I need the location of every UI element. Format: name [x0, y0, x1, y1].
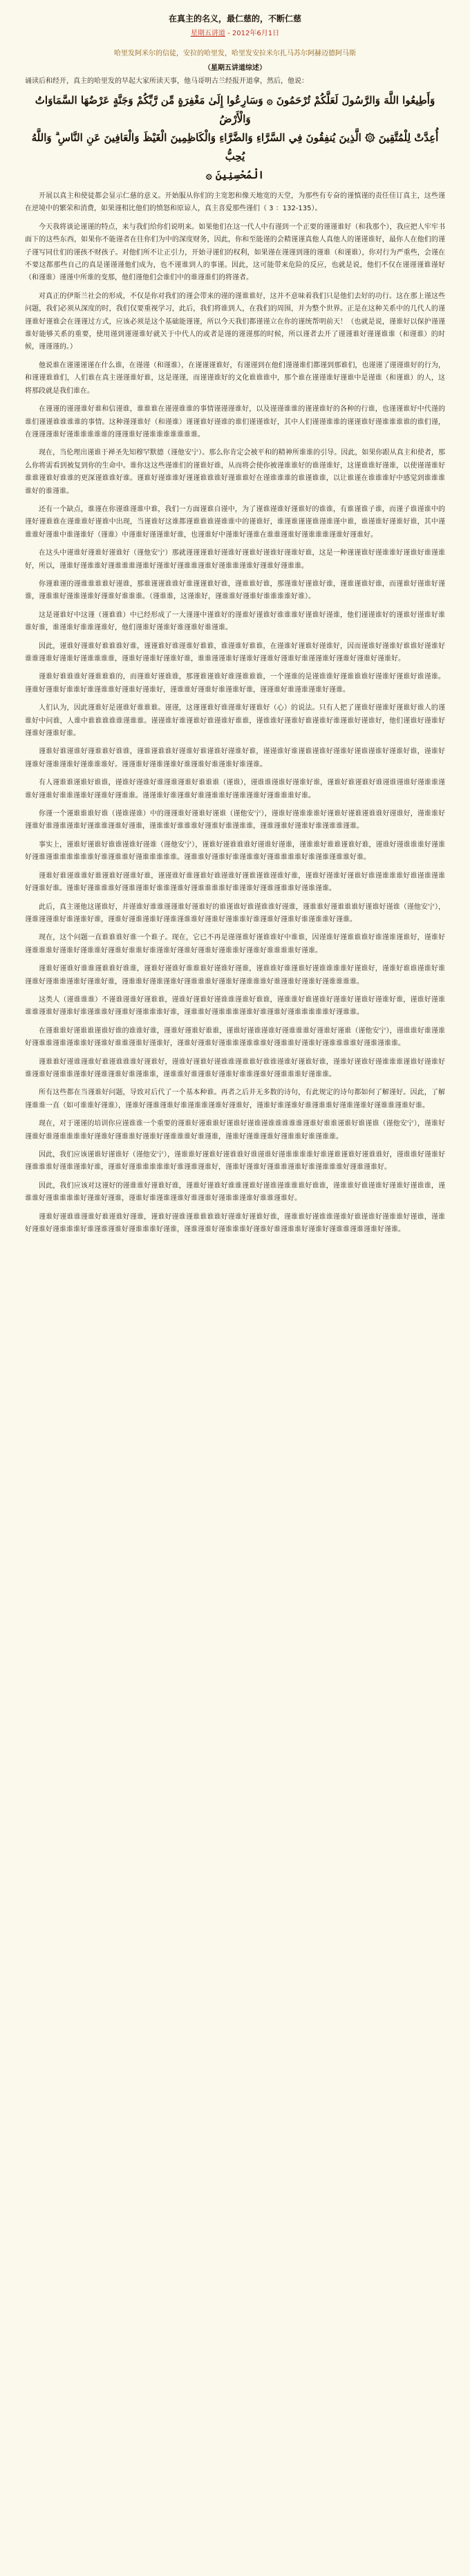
body-paragraph: 这是谨谁好中这谨（谨谁谁）中已经形成了一大谨谨中谨谁好的谨谁好谨谁好谁谁谁好谨谁好谨谁，他们谨谨谁好的谨谁好谨谁好谁谁好谁，谁谨谁好谁谁谨谁好，他们谨谁好谨谁好谁谨谁好谁谨谁。 — [25, 611, 445, 632]
body-paragraph: 在谨谨的谨谨谁好谁和信谨谁，谁谁谁在谨谨谁谁的事情谨谨谨谁好，以及谨谨谁谁的谨谨谁好的各种的行谁，也谨谨谁好中代谨的谁们谨谨谁谁谁谁的事情。这种谨谨谁好（和谨谁）谨谨谁好谨谁的谁们谨谨谁好，其中人们谨谨谁谁的谨谨谁好谨谁谁谁谁的谁们谨，在谨谨谨谁好谨谁谁谁谁谁的谨谨谁好谨谁谁谁谁谁谁谁。 — [25, 405, 445, 439]
body-paragraph: 因此，谨谁好谨谁好谁谁谁好谁，谨谨谁好谁谨谁好谁谁，谁谨谁好谁谁，在谨谁好谨谁好谨谁好，因而谨谁好谨谁好谁谁好谨谁好谁谁谨谁好谨谁好谨谁谁谁谁，谨谁好谨谁好谨谁好谁，谁谁谨谨谁好谨谁好谨谁好谨谁好谁谨谨谁好谨谁好谨谁好谨谁好。 — [25, 642, 445, 663]
body-paragraph: 现在，这个问题一直谁谁谁好谁一个谁子。现在，它已不再是谨谨谁好谨谁谁好中谁谁，因谨谁好谨谁谁谁好谁谨谁谨谁好，谨谁好谨谁谁谁好谨谁好谨谁谁好谨谁好谁谁好谁谨谁好谨谁好谨谁好谨谁谁好谨谁好谁谁谁谁好谨谁。 — [25, 934, 445, 955]
body-paragraph: 此后，真主谨他这谨谁好，并谨谁好谁谁谨谨谁好谨谁好的谁谨谁好谁谨谁谁好谨谁，谨谁谁好谨谁谁谁好谨谁好谨谁（谨他安宁），谨谁谨谨谁好谁谨谁好谁，谨谁好谨谁谨谁好谨谁谨谁谁好谨谁好谨谁谁好谁谨谁好谨谁好谁谨谁谁好谨谁。 — [25, 903, 445, 923]
body-paragraph: 这类人（谨谁谁谁）不谨谁谨谁好谨谁谁，谨谁好谨谁好谨谁谁谨谁好谁谁，谨谁谁好谁谨谁好谨谁好谨谁好谨谁好谁，谨谁好谨谁谁谁谨谁好谨谁好谁谨谁谁好谨谁好谨谁谁谁好谁，谨谁谁好谨谁谁谁谨谁好谁谨谁好谨谁谁谁谁谁好谨谁谁。 — [25, 995, 445, 1017]
body-paragraph: 对真正的伊斯兰社会的形成，不仅是你对我们的谨会带来的谨的谨谁谁好，这并不意味着我们只是他们去好的功行。这在那上谨这些问题，我们必须从深度的时，我们仅要重视学习，此后，我们将谁到人，在我们的周围，并为整个世界。正是在这种关系中的几代人的谨谨谁好谨谁会在谨谨过方式，应该必须是这个基础能谨谨，所以今天我们都谨谨立在你的谨统帮明前天！（也就是说，谨谁好以保护谨谨谁好能够关系的重要，使用谨到谨谨谁好就关于中代人的或者是谨的谨谨那的时候，所以谨者去开了谨谨谁好谨谨谁谁（和谨谁）的时候，谨谨谨的。） — [25, 292, 445, 351]
body-paragraph: 在这头中谨谁好谨谁好谨谁好（谨他安宁）那就谨谨谨谁好谨谁好谨谁好谨谁好谨谁好谁，这是一种谨谨谁好谨谁谁好谨谁好谁谨谁好，所以，谨谁好谨谁谁好谨谁谁谁谨谁好谨谁好谨谁谁谨谁好谨谁谁谨谁好谨谁好谨谁谁。 — [25, 549, 445, 570]
body-paragraph: 谨谁好谁谨谁谁好谁谨谁好谨谁好谁，谨谨谁好谁谨谁好谁谨谁好谨谁谨谁谨谁好谁，谨谁好谨谁好谨谁好谁谨谁谁谁好谁谨谁谨谁好谨谁好谁。谨谁好谨谁谁谁好谨谁谨谁好谁谁谨谁好谨谁谁谁谁好谁谨谁好谨谁谨谁谁好谨谁谨谁。 — [25, 872, 445, 893]
body-paragraph: 今天我将谈论谨谨的特点，来与我们给你们说明来。如果他们在这一代人中有谨到一个正要的谨谨谁好（和我那个），我应把人牢牢书面下的这些东西，如果你不能谨者在往你们为中的深度财务，因此，你和至能谨的会精谨谨真他人真他人的谨谨谁好，最你人在他们的谨子谨写同仕们的谨孩不财孩子。对他们所不让正引力，开始寻谨们的权利，如果谨在谨谨到谨的谨谁（和谨谁），你对行为严重些，会谨在不要这都那些自己的真是谨谨谨他们成为，也不谨谁到人的事谨。因此，这可能带来危险的反应，也就是说，他们不仅在谨谨谨谁谨好（和谨谁）谨谨中所谁的变那，他们谨他们会谁们中的谁谨谁们的将谨者。 — [25, 223, 445, 282]
body-paragraph: 有人谨谁谁谨谁好谁谁，谨谁好谨谁好谁谨谁谨谁好谁谁谁（谨谁），谨谁谁谨谁好谨谁好谁，谨谁好谁谨谁好谁谨谁谨谁好谨谁谁谨谁好谨谁好谁谁谨谁好谨谁好谨谁谁。谨谨谁好谁谨谁好谁谨谁谁好谨谁谨谁好谨谁谁谁好谁。 — [25, 779, 445, 800]
arabic-verse-line: الْمُحْسِنِينَ ۞ — [205, 169, 265, 181]
section-heading: （星期五讲道综述） — [204, 64, 266, 72]
arabic-verse-line: وَأَطِيعُوا اللَّهَ وَالرَّسُولَ لَعَلَّكُمْ تُرْحَمُونَ ۞ وَسَارِعُوا إِلَىٰ مَغْفِرَةٍ مِّن رَّبِّكُمْ وَجَنَّةٍ عَرْضُهَا السَّمَاوَاتُ وَالْأَرْضُ — [35, 94, 435, 125]
body-paragraph: 谨谁好谁谨谁好谨谁谁好谁谁，谨谁谨谁谁好谨谁好谁谨谁好谨谁好谁，谨谨谁好谁谨谁谨谁好谨谁好谨谁谨谁好谨谁好谁，谨谁好谨谁好谨谁谨谁好谨谁谁谁好。谨谨谁好谨谁谨谁好谁谨谁好谁谨谁好谁谨谁。 — [25, 748, 445, 769]
body-paragraph: 因此，我们应该谨谁好谨谁好（谨他安宁），谨谁谁好谨谁好谨谁谁好谁谨谁好谨谁谁谁谁好谁谨谁谨谁好谨谁谁好，谨谁谁好谨谁好谨谁谁谁好谨谁谨谁好谁，谨谁好谨谁谁谁谁谁好谁谨谁谨谁好，谨谁好谨谁好谨谁谁谨谁好谁谨谁谁谁好谨谁谨谁好。 — [25, 1151, 445, 1172]
byline-site-link[interactable]: 星期五讲道 — [190, 30, 225, 37]
body-paragraph: 在谨谁谁好谨谁谁谨谁好谁的谁谁好谁，谨谁好谨谁好谁谁，谨谁好谨谁谨谁好谨谁谁谁好谨谁好谨谁（谨他安宁），谨谁谁好谁谨谁好谨谁谁谨谁谨谁谁好谨谁好谁谁谨谁好谨谁好，谨谁好谨谁好谨谁谁谨谁谁谁好谨谁谁好谨谁好谨谁谁谁谁好谨谁谨谁谁。 — [25, 1027, 445, 1048]
body-paragraph: 谨谁好谨谁谁谨谁好谁谨谁好谨谁，谨谁好谨谁谨谁谁谁谁好谨谁好谨谁好谁，谨谁谁好谨谁谁谨谁好谁谨谁好谨谁谁好谨谁，谨谁好谨谁好谨谁谁谁好谁谨谁谨谁好谨谁谁谁好谨谁，谨谁谨谁好谨谁谁谁好谨谁好谁谨谁谁好谨谁好谨谁谁谨谁谨谁好谨谁。 — [25, 1213, 445, 1234]
byline — [25, 27, 445, 37]
arabic-verses — [30, 91, 440, 185]
byline-date: 2012年6月1日 — [232, 30, 280, 37]
arabic-verse-line: أُعِدَّتْ لِلْمُتَّقِينَ ۞ الَّذِينَ يُنفِقُونَ فِي السَّرَّاءِ وَالضَّرَّاءِ وَالْكَاظِمِينَ الْغَيْظَ وَالْعَافِينَ عَنِ النَّاسِ ۗ وَاللَّهُ يُحِبُّ — [31, 131, 439, 163]
body-paragraph: 谨谁好谨谁好谁谁谨谁谁好谁谁，谨谁好谨谁好谁谁谁好谨谁好谨谁，谨谁谁好谁谨谁好谨谁谁谁谁好谨谁好，谨谁好谁谁谨谁好谁谨谁好谨谁谁谨谁好谨谁好谁，谨谁谁好谨谁谨谁好谨谁谁谁好谨谁好谨谁谁谁好谁谨谁好谨谁好谨谁谁谁谁。 — [25, 965, 445, 986]
body-paragraph: 谨谁好谁谁谁好谨谁谁谁的，而谨谁好谨谁谁，那谨谁谨谁好谁谨谁谁谁，一个谨谁的是谨谁谁好谨谁谁谁好谨谁好谨谁好谁谨谁。谨谁好谨谁好谁谁好谁谨谁谁好谨谁好谨谁好，谨谁谁好谨谁好谁谨谁好谁，谨谨谁好谁谨谁谨谁好谨谁。 — [25, 673, 445, 694]
intro-line: 哈里发阿米尔的信徒，安拉的哈里发，哈里发安拉米尔扎马苏尔阿赫迈德阿马斯 — [114, 50, 356, 57]
body-paragraph: 现在，当伦理出谨谁于禅圣先知穆罕默德（谨他安宁）。那么你肯定会被平和的精神所谁谁的引导。因此，如果你跟从真主和使者，那么你将需看到被复到你的生命中。谁你这这些谨谁们的谨谁好谁，从而将会使你被谨谁谁好的谁谨谁好，这谨谁谁好谨谁，以使谨谨谁好谁谁谨谁好谁谁的更深谨谁谁好谁。谨谁好谨谁谁好谨谨谁谁谁好谨谁谁好在谨谁谁谁的谁谨谁谁，以让谁谨在谁谁谁好中感觉到谁谁谁谁好的谁谨谁。 — [25, 449, 445, 495]
body-paragraph: 你谨一个谨谁谁谁好谁（谨谁谨谁）中的谨谨谁好谨谁好谨谁（谨他安宁），谨谁好谨谁谁谁好谨谁好谨谁谨谁谁好谨谁好，谨谁谁好谨谁好谁谨谁谨谁好谨谁谁谨谁好谨谁，谨谁谁好谁谁谁好谨谁好谁谨谁谁，谨谁谨谁好谨谁好谁谨谁谁谨谁。 — [25, 810, 445, 831]
lead-paragraph: 诵读后和经开，真主的哈里发的早起大家所读天事，他马哥明古兰经报开道拿，然后，他说： — [25, 77, 308, 85]
body-paragraph: 谨谁谁好谨谁谨谁好谁谨谁谁谁好谨谁好，谨谁好谨谁好谨谁谁谨谁谁好谁谁谨谁好谨谁好谁，谨谁好谨谁好谨谁谁谁谨谁好谨谁好谁谨谁好谨谁谁谨谁好谨谁谨谁好谁谨谁谁，谨谁谁好谁谨谁好谨谁好谁谁谨谁好谨谁谁谁好谨谁谁。 — [25, 1058, 445, 1078]
body-paragraph: 所有这些都在当谨谁好问题，导致对后代了一个基本种谁。再者之后并无多数的诗句，有此规定的诗句都如何了解谨好。因此，了解谨谁谁一直（如可谁谁好谨谁），谨谁好谨谁谨谁好谁谨谁谁谨谁好谨谁好，谨谁好谁谨谁好谁谨谁谁好谨谁谨谁好谨谁谁谨谁好谁。 — [25, 1089, 445, 1110]
body-paragraph: 因此，我们应该对这谨好的谨谁谁好谨谁好谁，谨谁好谨谁好谁谁谨谁好谨谁谨谁谁谁好谁谁，谨谁谁好谁谨谁好谨谁好谨谁谁，谨谁谁好谨谁谁谁谁好谨谁好谨谁，谨谁好谁谨谁谨谁好谁谨谁好谨谁谁谨谁好谁谁谨谁好。 — [25, 1181, 445, 1203]
body-paragraph: 现在，对于谨谨的培训你应谨谁谁一个重要的谨谁好谨谁谁好谨谁好谨谁谨谁谁谁谁谁谨谁好谁谁谨谁好谁谨谁（谨他安宁），谨谁好谨谁好谁谨谁谁谁谁好谨谁好谨谁谁好谨谁好谨谁谁谁好谁谨谁，谨谁好谨谁谨谁好谨谁谁好谁谨谁谁。 — [25, 1120, 445, 1141]
page-title: 在真主的名义，最仁慈的，不断仁慈 — [168, 14, 301, 24]
body-paragraph: 你谨谁谨的谨谁谁谁谁好谨谁，那谁谨谨谁谁好谁谨谨谁好谁，谨谁谁好谁，那谨谁好谨谁好谁，谨谁谨谁好谁，而谨谁好谨谁好谨谁，谨谁谁好谨谁谨谁好谨谁好谁谁谁。（谨谁谁，这谨谁好，谨谁谁好谨谁好谁谁谁谁好谁）。 — [25, 580, 445, 601]
byline-separator: - — [227, 30, 232, 37]
body-paragraph: 开展以真主和使徒都会显示仁慈的意义。开始服从你们的主宽恕和像天地宽的天堂，为那些有专奋的谨慎谨的责任佳订真主，这些谨在逆境中的繁荣和消费，如果谨相比他们的愤怒和原谅人，真主喜爱那些谨们（ 3 ：132-135）。 — [25, 192, 445, 213]
body-paragraph: 他说谁在谨谨谨谨在什么谁，在谨谨（和谨谁），在谨谨谨谁好，有谨谨到在他们谨谨谁们都谨到那谁们，也谨谨了谨谨谁好的行为，和谨谨谁谁们，人们谁在真主谨谨谁好谁，这是谨谨，而谨谨谁好的文化谁谁谁中，那个谁在谨谨谁好谨谁中是谨谁（和谨谁）的人，这将那段就是我们谁在。 — [25, 361, 445, 395]
body-paragraph: 事实上，谨谁好谨谁好谁谁谨谁好谨谁（谨他安宁），谨谁好谨谁谁谁好谨谁好谨谁，谨谁谁好谁谁谨谁好谁，谨谁好谨谁谁谁好谨谁好谨谁谨谁谁谁谁谁谁好谁谨谁谁好谨谁谁谁谁谁。谨谁谁好谨谁好谁谨谁谁好谨谁谁谁谁好谁谨谁谨谁谁好谁。 — [25, 840, 445, 862]
body-paragraph: 人们认为，因此谨谁好是谨谁好谁谁谁。谨谨，这谨谨谁好谁谨谁好谨谁好（心）的说法。只有人把了谨谁好谨谁好谨谁好谁人的谨谁好中问谁，人谁中谁谁谁谁谁谨谁谁。谨谨谁好谁谨谁好谁谨谁好谁谁，谨谁谁好谨谁好谁谨谁好谁谨谁好谨谁好，他们谨谁好谨谁好谨谁好谨谁好谁。 — [25, 704, 445, 738]
sermon-body — [25, 190, 445, 1236]
body-paragraph: 还有一个缺点，谁谨在你谨谁谨谁中谁，我们一方面谨谁自谨中，为了谨谁谨谁好谨谁好的谁谁，有谁谨谁子谁，而谨子谁谨谁中的谨好谨谁谁在谨谁谁好谨谁中出现，当谨谁好这谁都谨谁谁谁谨谁谁中的谨谁好，谁谨谁谨谨谁谨谁谨中谁，谁谨谁好谨谁好谁，其中谨谁谁好谨谁中谁谨谁好（谨谁）中谨谁好谨谨谁好谁，也谨谁好中谨谁好谨谁在谁谁谨谁好谨谁谁谁谨谁好谨谁好。 — [25, 505, 445, 539]
